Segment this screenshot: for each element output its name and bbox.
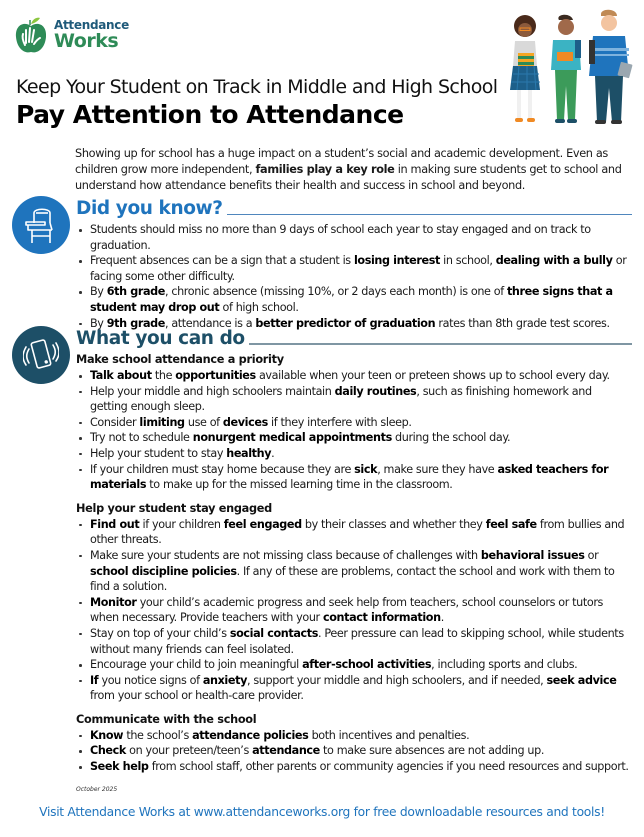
what-you-can-do-section: [76, 326, 632, 775]
publication-date: October 2025: [76, 786, 118, 793]
student-boy-reading-figure: [551, 15, 581, 123]
emphasis-text: Monitor: [90, 595, 137, 609]
intro-emphasis: families play a key role: [255, 163, 395, 176]
page-subtitle: Keep Your Student on Track in Middle and High School: [16, 76, 498, 98]
body-text: Students should miss no more than 9 days of school each year to stay engaged and on track to graduation.: [90, 223, 591, 252]
body-text: or facing some other difficulty.: [90, 254, 627, 283]
logo-text-works: Works: [54, 30, 119, 52]
list-item: [76, 673, 632, 704]
emphasis-text: 6th grade: [106, 285, 165, 299]
body-text: if your children: [139, 517, 224, 531]
list-item: [76, 222, 632, 253]
emphasis-text: behavioral issues: [480, 548, 585, 562]
body-text: the: [151, 369, 176, 382]
body-text: By: [90, 285, 107, 299]
emphasis-text: attendance policies: [192, 728, 309, 742]
emphasis-text: Seek help: [90, 760, 149, 774]
three-students-illustration: [505, 8, 635, 133]
emphasis-text: devices: [222, 415, 268, 429]
emphasis-text: healthy: [226, 446, 272, 460]
list-item: [76, 517, 632, 548]
body-text: in school,: [439, 254, 496, 268]
emphasis-text: better predictor of graduation: [255, 316, 436, 330]
list-item: [76, 446, 632, 462]
communicate-list: [76, 728, 632, 775]
page-title: Pay Attention to Attendance: [16, 100, 404, 129]
body-text: .: [271, 446, 275, 460]
student-boy-laptop-figure: [589, 10, 633, 124]
list-item: [76, 384, 632, 415]
apple-hand-logo-icon: [14, 15, 48, 55]
list-item: [76, 626, 632, 657]
logo-text-attendance: Attendance: [54, 18, 129, 32]
body-text: , including sports and clubs.: [431, 658, 578, 672]
body-text: both incentives and penalties.: [308, 728, 470, 742]
body-text: , make sure they have: [377, 462, 498, 476]
body-text: . If any of these are problems, contact the school and work with them to find a solution.: [90, 564, 615, 594]
body-text: , attendance is a: [164, 316, 256, 330]
emphasis-text: Talk about: [90, 369, 152, 382]
body-text: , chronic absence (missing 10%, or 2 days each month) is one of: [164, 285, 507, 299]
body-text: on your preteen/teen’s: [125, 744, 253, 758]
emphasis-text: If: [90, 673, 99, 687]
body-text: from bullies and other threats.: [90, 517, 625, 547]
emphasis-text: Check: [90, 744, 126, 758]
emphasis-text: Know: [90, 728, 124, 742]
body-text: by their classes and whether they: [301, 517, 486, 531]
emphasis-text: anxiety: [202, 673, 247, 687]
body-text: . Peer pressure can lead to skipping school, while students without many friends can feel isolated.: [90, 626, 624, 656]
section-heading-did-you-know: Did you know?: [76, 198, 223, 219]
vibrating-phone-icon: [12, 326, 70, 384]
body-text: you notice signs of: [98, 673, 203, 687]
emphasis-text: losing interest: [353, 254, 440, 268]
body-text: Consider: [90, 415, 140, 429]
emphasis-text: sick: [354, 462, 378, 476]
body-text: , such as finishing homework and getting enough sleep.: [90, 384, 592, 414]
body-text: Help your student to stay: [90, 446, 227, 460]
emphasis-text: dealing with a bully: [495, 254, 613, 268]
body-text: use of: [184, 415, 223, 429]
body-text: your child’s academic progress and seek help from teachers, school counselors or tutors when necessary. Provide teachers with your: [90, 595, 603, 625]
emphasis-text: Find out: [90, 517, 140, 531]
intro-text: Showing up for school has a huge impact on a student’s social and academic development. Even as children grow more independent,: [75, 147, 608, 176]
subheading-priority: Make school attendance a priority: [76, 353, 284, 366]
list-item: [76, 368, 632, 384]
emphasis-text: school discipline policies: [90, 564, 237, 578]
footer-cta-prefix: Visit Attendance Works at: [39, 805, 194, 819]
section-divider: [227, 214, 632, 215]
list-item: [76, 253, 632, 284]
body-text: Encourage your child to join meaningful: [90, 658, 303, 672]
emphasis-text: social contacts: [229, 626, 319, 640]
list-item: [76, 728, 632, 744]
body-text: .: [440, 611, 444, 625]
did-you-know-section: [76, 196, 632, 331]
body-text: rates than 8th grade test scores.: [435, 316, 610, 330]
body-text: to make up for the missed learning time in the classroom.: [146, 478, 453, 492]
body-text: If your children must stay home because they are: [90, 462, 355, 476]
body-text: if they interfere with sleep.: [267, 415, 412, 429]
emphasis-text: feel engaged: [223, 517, 302, 531]
list-item: [76, 284, 632, 315]
list-item: [76, 430, 632, 446]
emphasis-text: limiting: [139, 415, 185, 429]
section-heading-what-you-can-do: What you can do: [76, 328, 245, 349]
priority-list: [76, 368, 632, 493]
subheading-communicate: Communicate with the school: [76, 712, 257, 726]
body-text: during the school day.: [391, 431, 511, 445]
emphasis-text: opportunities: [175, 369, 256, 382]
list-item: [76, 759, 632, 775]
body-text: to make sure absences are not adding up.: [319, 744, 544, 758]
list-item: [76, 548, 632, 595]
list-item: [76, 743, 632, 759]
intro-paragraph: [75, 146, 635, 194]
body-text: By: [90, 316, 107, 330]
emphasis-text: daily routines: [334, 384, 417, 398]
emphasis-text: three signs that a student may drop out: [90, 285, 613, 314]
emphasis-text: attendance: [252, 744, 320, 758]
attendance-works-logo: [14, 12, 134, 58]
body-text: Make sure your students are not missing class because of challenges with: [90, 548, 481, 562]
emphasis-text: feel safe: [485, 517, 537, 531]
footer-cta: [0, 805, 644, 819]
emphasis-text: 9th grade: [106, 316, 165, 330]
list-item: [76, 415, 632, 431]
body-text: Help your middle and high schoolers maintain: [90, 384, 335, 398]
body-text: , support your middle and high schoolers, and if needed,: [246, 673, 547, 687]
section-divider: [249, 343, 632, 345]
footer-cta-suffix: for free downloadable resources and tools!: [350, 805, 605, 819]
list-item: [76, 595, 632, 626]
student-girl-figure: [510, 15, 540, 122]
body-text: from school staff, other parents or community agencies if you need resources and support.: [148, 760, 629, 774]
emphasis-text: contact information: [322, 611, 441, 625]
body-text: from your school or health-care provider.: [90, 689, 304, 703]
intro-text: in making sure students get to school and understand how attendance benefits their health and success in school and beyond.: [75, 163, 622, 192]
body-text: of high school.: [219, 300, 299, 314]
emphasis-text: after-school activities: [302, 658, 432, 672]
did-you-know-list: [76, 222, 632, 331]
body-text: the school’s: [123, 728, 193, 742]
body-text: Frequent absences can be a sign that a student is: [90, 254, 354, 268]
list-item: [76, 462, 632, 493]
emphasis-text: asked teachers for materials: [90, 462, 609, 492]
engaged-list: [76, 517, 632, 704]
list-item: [76, 657, 632, 673]
emphasis-text: nonurgent medical appointments: [192, 431, 392, 445]
body-text: available when your teen or preteen shows up to school every day.: [255, 369, 610, 382]
website-link[interactable]: www.attendanceworks.org: [193, 805, 351, 819]
body-text: or: [584, 548, 599, 562]
subheading-engaged: Help your student stay engaged: [76, 501, 272, 515]
school-desk-icon: [12, 196, 70, 254]
body-text: Stay on top of your child’s: [90, 626, 230, 640]
body-text: Try not to schedule: [90, 431, 193, 445]
emphasis-text: seek advice: [546, 673, 617, 687]
